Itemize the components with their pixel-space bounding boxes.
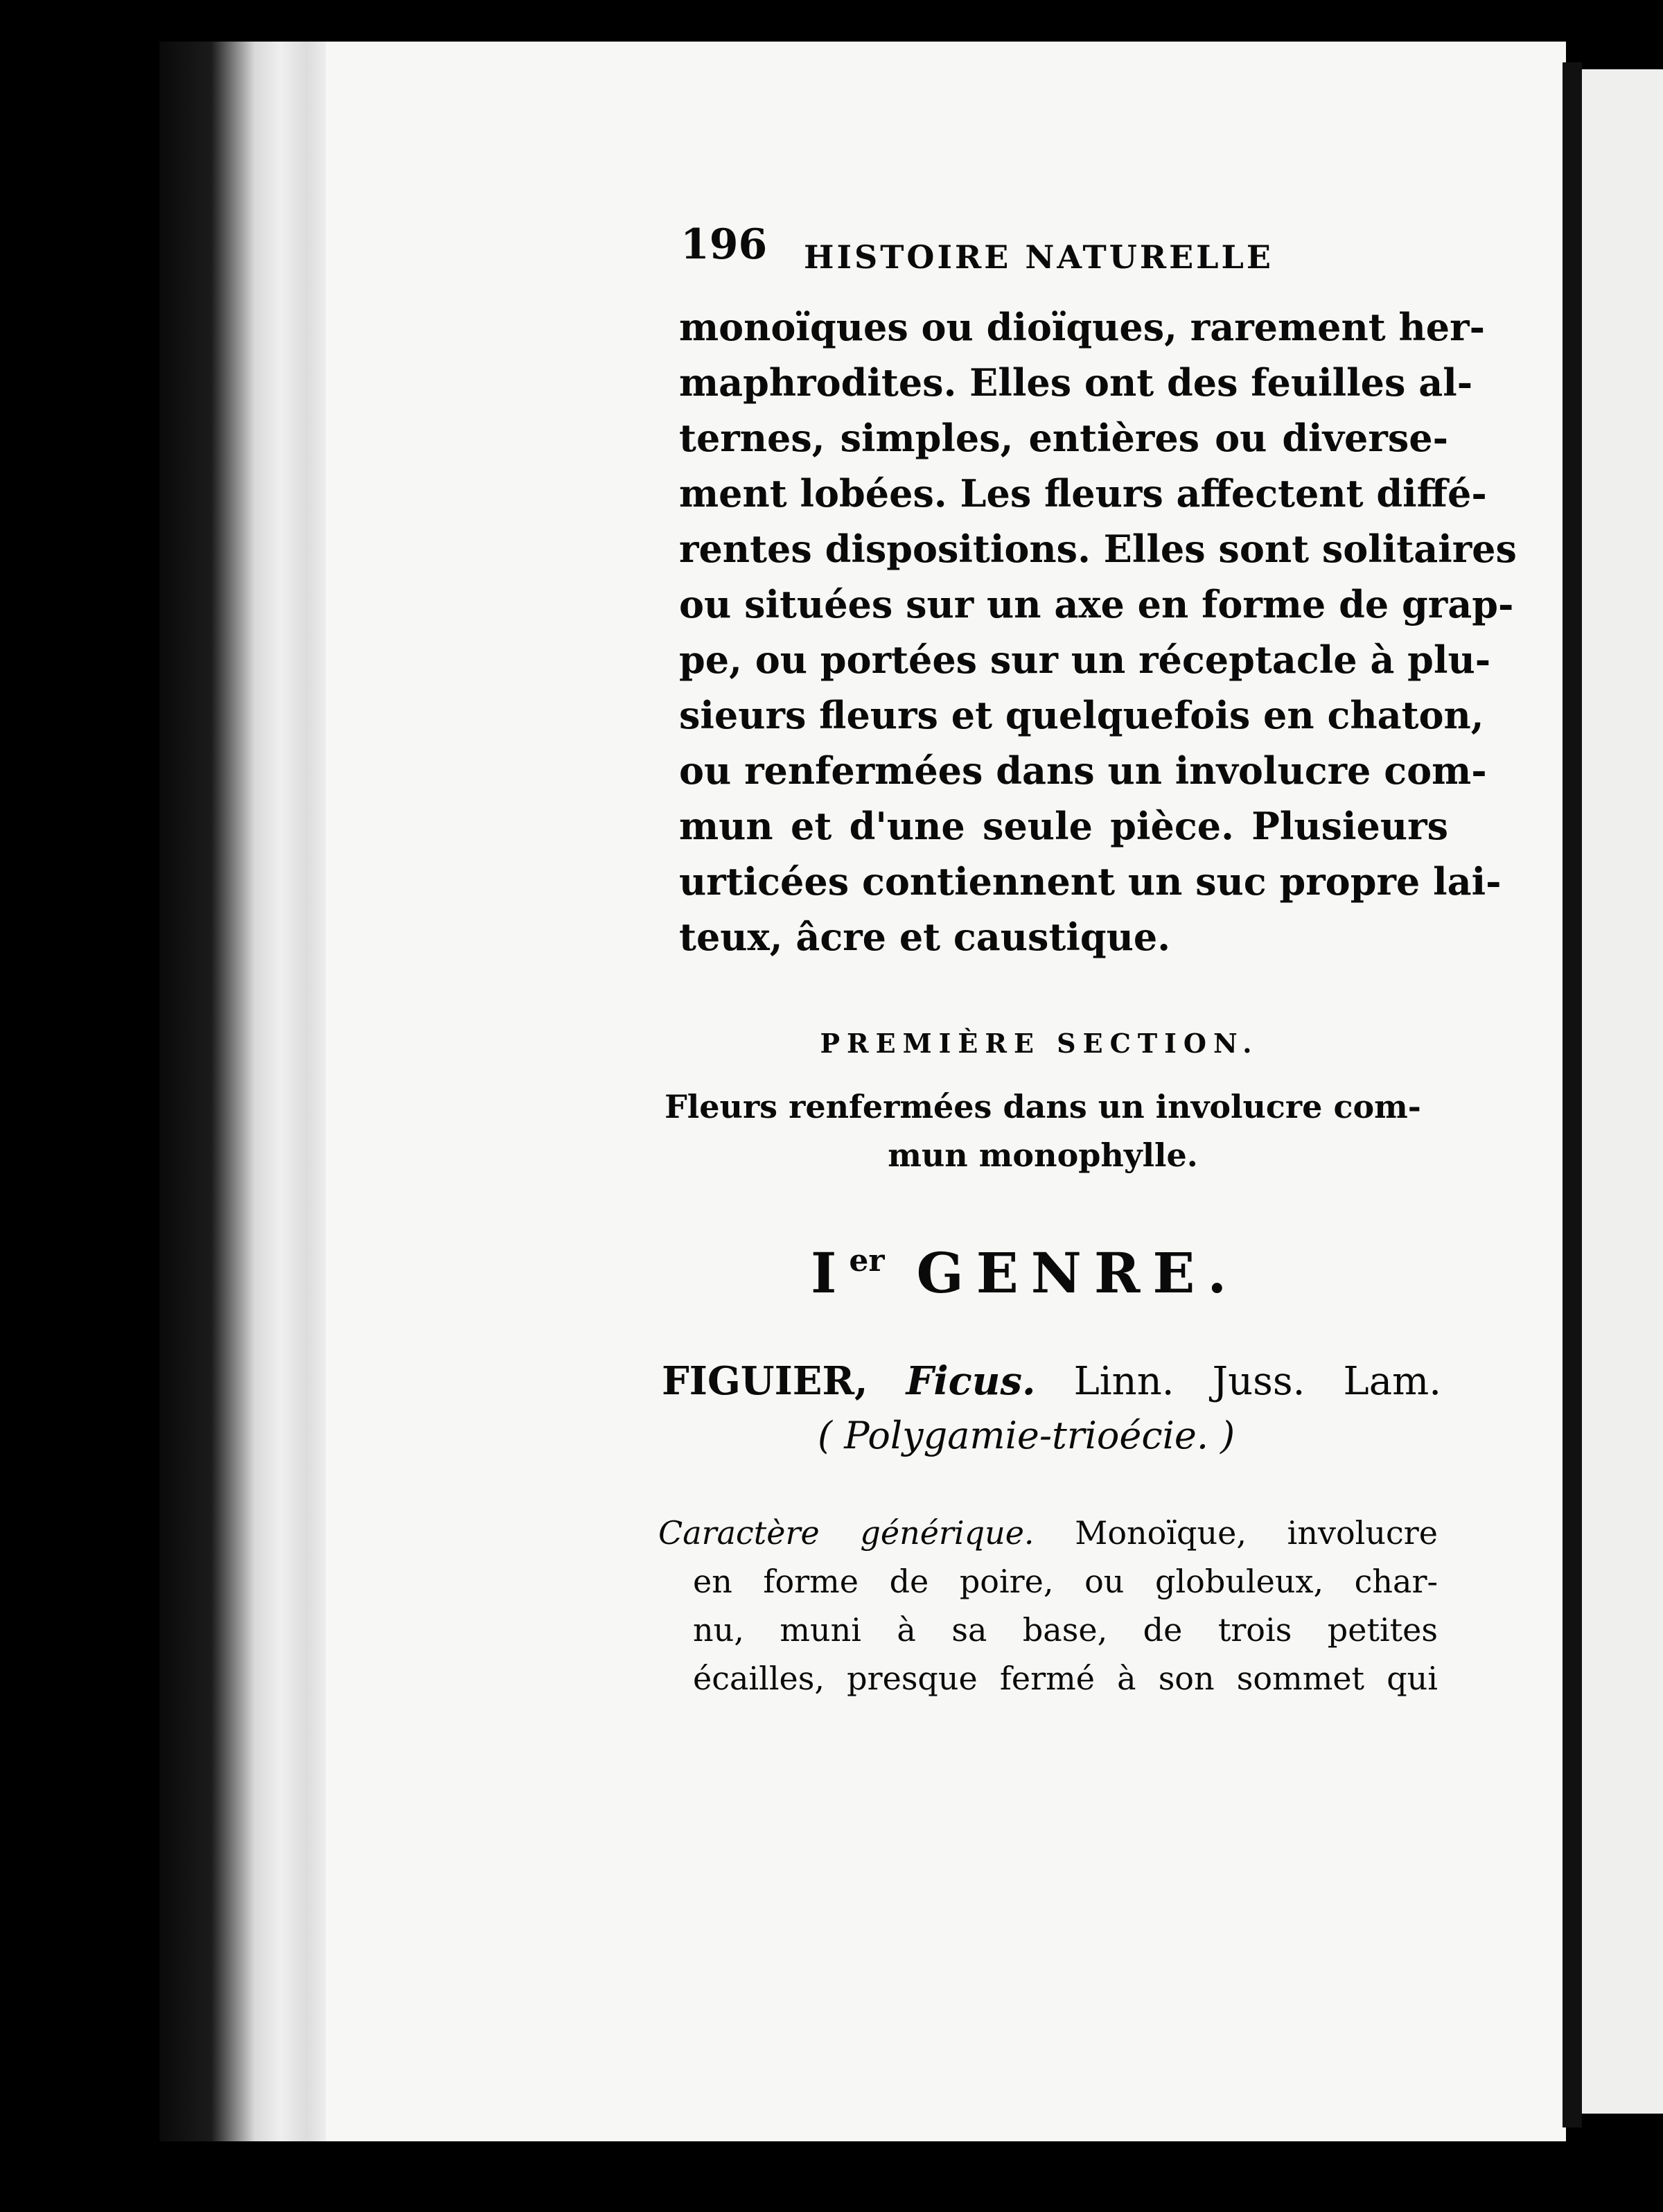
character-line: en forme de poire, ou globuleux, char- xyxy=(693,1563,1438,1600)
genre-word: GENRE. xyxy=(916,1240,1240,1306)
body-line: maphrodites. Elles ont des feuilles al- xyxy=(679,360,1473,405)
body-line: monoïques ou dioïques, rarement her- xyxy=(679,305,1486,349)
section-title: PREMIÈRE SECTION. xyxy=(820,1028,1259,1059)
genus-heading xyxy=(662,1358,1441,1404)
body-line: sieurs fleurs et quelquefois en chaton, xyxy=(679,693,1484,737)
body-line: urticées contiennent un suc propre lai- xyxy=(679,859,1502,904)
character-line: écailles, presque fermé à son sommet qui xyxy=(693,1660,1438,1697)
running-title: HISTOIRE NATURELLE xyxy=(804,238,1274,276)
facing-page-edge xyxy=(1582,69,1663,2114)
body-line: mun et d'une seule pièce. Plusieurs xyxy=(679,804,1448,848)
genus-name: FIGUIER, xyxy=(662,1358,868,1404)
body-line: ou situées sur un axe en forme de grap- xyxy=(679,582,1514,626)
page-gutter-shadow xyxy=(1563,62,1582,2127)
body-line: rentes dispositions. Elles sont solitaires xyxy=(679,527,1517,571)
body-line: pe, ou portées sur un réceptacle à plu- xyxy=(679,638,1491,682)
body-line: teux, âcre et caustique. xyxy=(679,915,1171,959)
body-line: ment lobées. Les fleurs affectent diffé- xyxy=(679,471,1487,516)
genus-latin-name: Ficus. xyxy=(906,1358,1036,1404)
character-line: nu, muni à sa base, de trois petites xyxy=(693,1611,1438,1649)
character-text: Monoïque, involucre xyxy=(1075,1514,1438,1552)
section-subtitle-line: mun monophylle. xyxy=(888,1136,1198,1174)
genre-numeral-suffix: er xyxy=(849,1243,885,1279)
genre-heading xyxy=(811,1240,1239,1306)
character-line xyxy=(658,1511,1438,1555)
character-lead: Caractère générique. xyxy=(658,1514,1035,1552)
genre-numeral: I xyxy=(811,1240,850,1306)
genus-classification: ( Polygamie-trioécie. ) xyxy=(818,1414,1235,1457)
body-line: ternes, simples, entières ou diverse- xyxy=(679,416,1448,460)
book-binding-edge xyxy=(159,42,333,2141)
genus-authorities: Linn. Juss. Lam. xyxy=(1073,1359,1441,1404)
body-line: ou renfermées dans un involucre com- xyxy=(679,748,1487,793)
section-subtitle-line: Fleurs renfermées dans un involucre com- xyxy=(665,1088,1421,1125)
page-number: 196 xyxy=(680,220,768,269)
